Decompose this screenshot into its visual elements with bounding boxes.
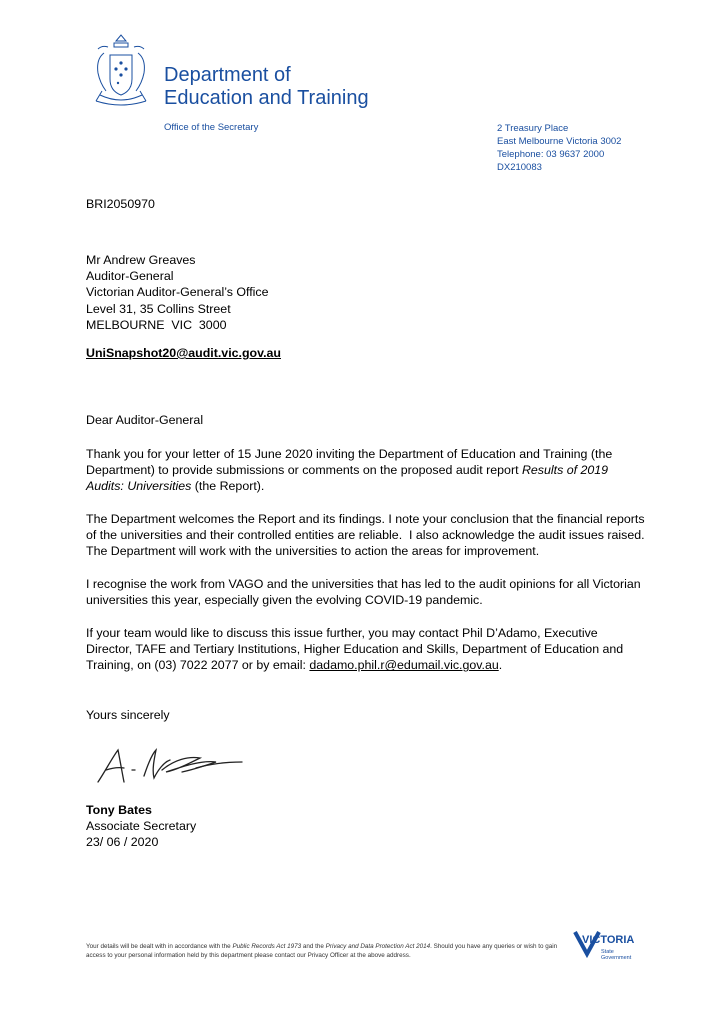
address-line: Telephone: 03 9637 2000 xyxy=(497,149,605,160)
logo-sub-1: State xyxy=(601,949,614,955)
recipient-line: Auditor-General xyxy=(86,269,174,284)
recipient-block xyxy=(86,252,269,333)
recipient-line: Level 31, 35 Collins Street xyxy=(86,301,231,316)
address-line: DX210083 xyxy=(497,162,542,173)
paragraph-1 xyxy=(86,446,646,495)
address-line: 2 Treasury Place xyxy=(497,123,569,134)
signatory-block xyxy=(86,802,196,851)
logo-sub-2: Government xyxy=(601,955,632,961)
department-name-line1: Department of xyxy=(164,64,291,86)
footer-text: and the xyxy=(301,943,326,950)
footer-act-1: Public Records Act 1973 xyxy=(232,943,302,950)
closing: Yours sincerely xyxy=(86,708,170,722)
paragraph-4 xyxy=(86,625,646,674)
footer-text: Your details will be dealt with in accordance with the xyxy=(86,943,233,950)
recipient-line: MELBOURNE VIC 3000 xyxy=(86,317,227,332)
signatory-title: Associate Secretary xyxy=(86,819,197,834)
paragraph-3: I recognise the work from VAGO and the universities that has led to the audit opinions for all Victorian universities this year, especially given the evolving COVID-19 pandemic. xyxy=(86,577,641,608)
department-name xyxy=(164,64,369,110)
salutation: Dear Auditor-General xyxy=(86,413,204,427)
footer-text: . Should you have any queries or wish to gain access to your personal information held by this department please contact our Privacy Officer at the above address. xyxy=(86,943,558,959)
contact-email-link[interactable]: dadamo.phil.r@edumail.vic.gov.au xyxy=(309,658,499,673)
department-name-line2: Education and Training xyxy=(164,87,369,109)
paragraph-2: The Department welcomes the Report and its findings. I note your conclusion that the financial reports of the universities and their controlled entities are reliable. I also acknowledge the audit issues raised. The Department will work with the universities to action the areas for improvement. xyxy=(86,512,652,559)
signature-icon xyxy=(92,740,252,790)
footer-act-2: Privacy and Data Protection Act 2014 xyxy=(325,943,431,950)
paragraph-1-end: (the Report). xyxy=(191,479,265,494)
victoria-state-government-logo xyxy=(573,930,639,968)
coat-of-arms-icon xyxy=(86,33,156,111)
signatory-name: Tony Bates xyxy=(86,803,152,817)
privacy-footer xyxy=(86,942,566,960)
report-title: Results of 2019 Audits: Universities xyxy=(86,463,609,494)
signature-date: 23/ 06 / 2020 xyxy=(86,835,159,850)
office-name: Office of the Secretary xyxy=(164,122,259,133)
recipient-line: Victorian Auditor-General’s Office xyxy=(86,285,269,300)
paragraph-4-end: . xyxy=(498,658,503,673)
address-line: East Melbourne Victoria 3002 xyxy=(497,136,622,147)
department-address xyxy=(497,122,621,174)
reference-number: BRI2050970 xyxy=(86,197,155,211)
logo-wordmark: VICTORIA xyxy=(582,934,635,946)
recipient-email-link[interactable]: UniSnapshot20@audit.vic.gov.au xyxy=(86,346,281,360)
paragraph-4-text: If your team would like to discuss this issue further, you may contact Phil D’Adamo, Executive Director, TAFE and Tertiary Institutions, Higher Education and Skills, Department of Education and Training, on (03) 7022 2077 or by email: xyxy=(86,626,624,673)
recipient-line: Mr Andrew Greaves xyxy=(86,253,196,267)
paragraph-1-text: Thank you for your letter of 15 June 2020 inviting the Department of Education and Training (the Department) to provide submissions or comments on the proposed audit report xyxy=(86,447,613,478)
